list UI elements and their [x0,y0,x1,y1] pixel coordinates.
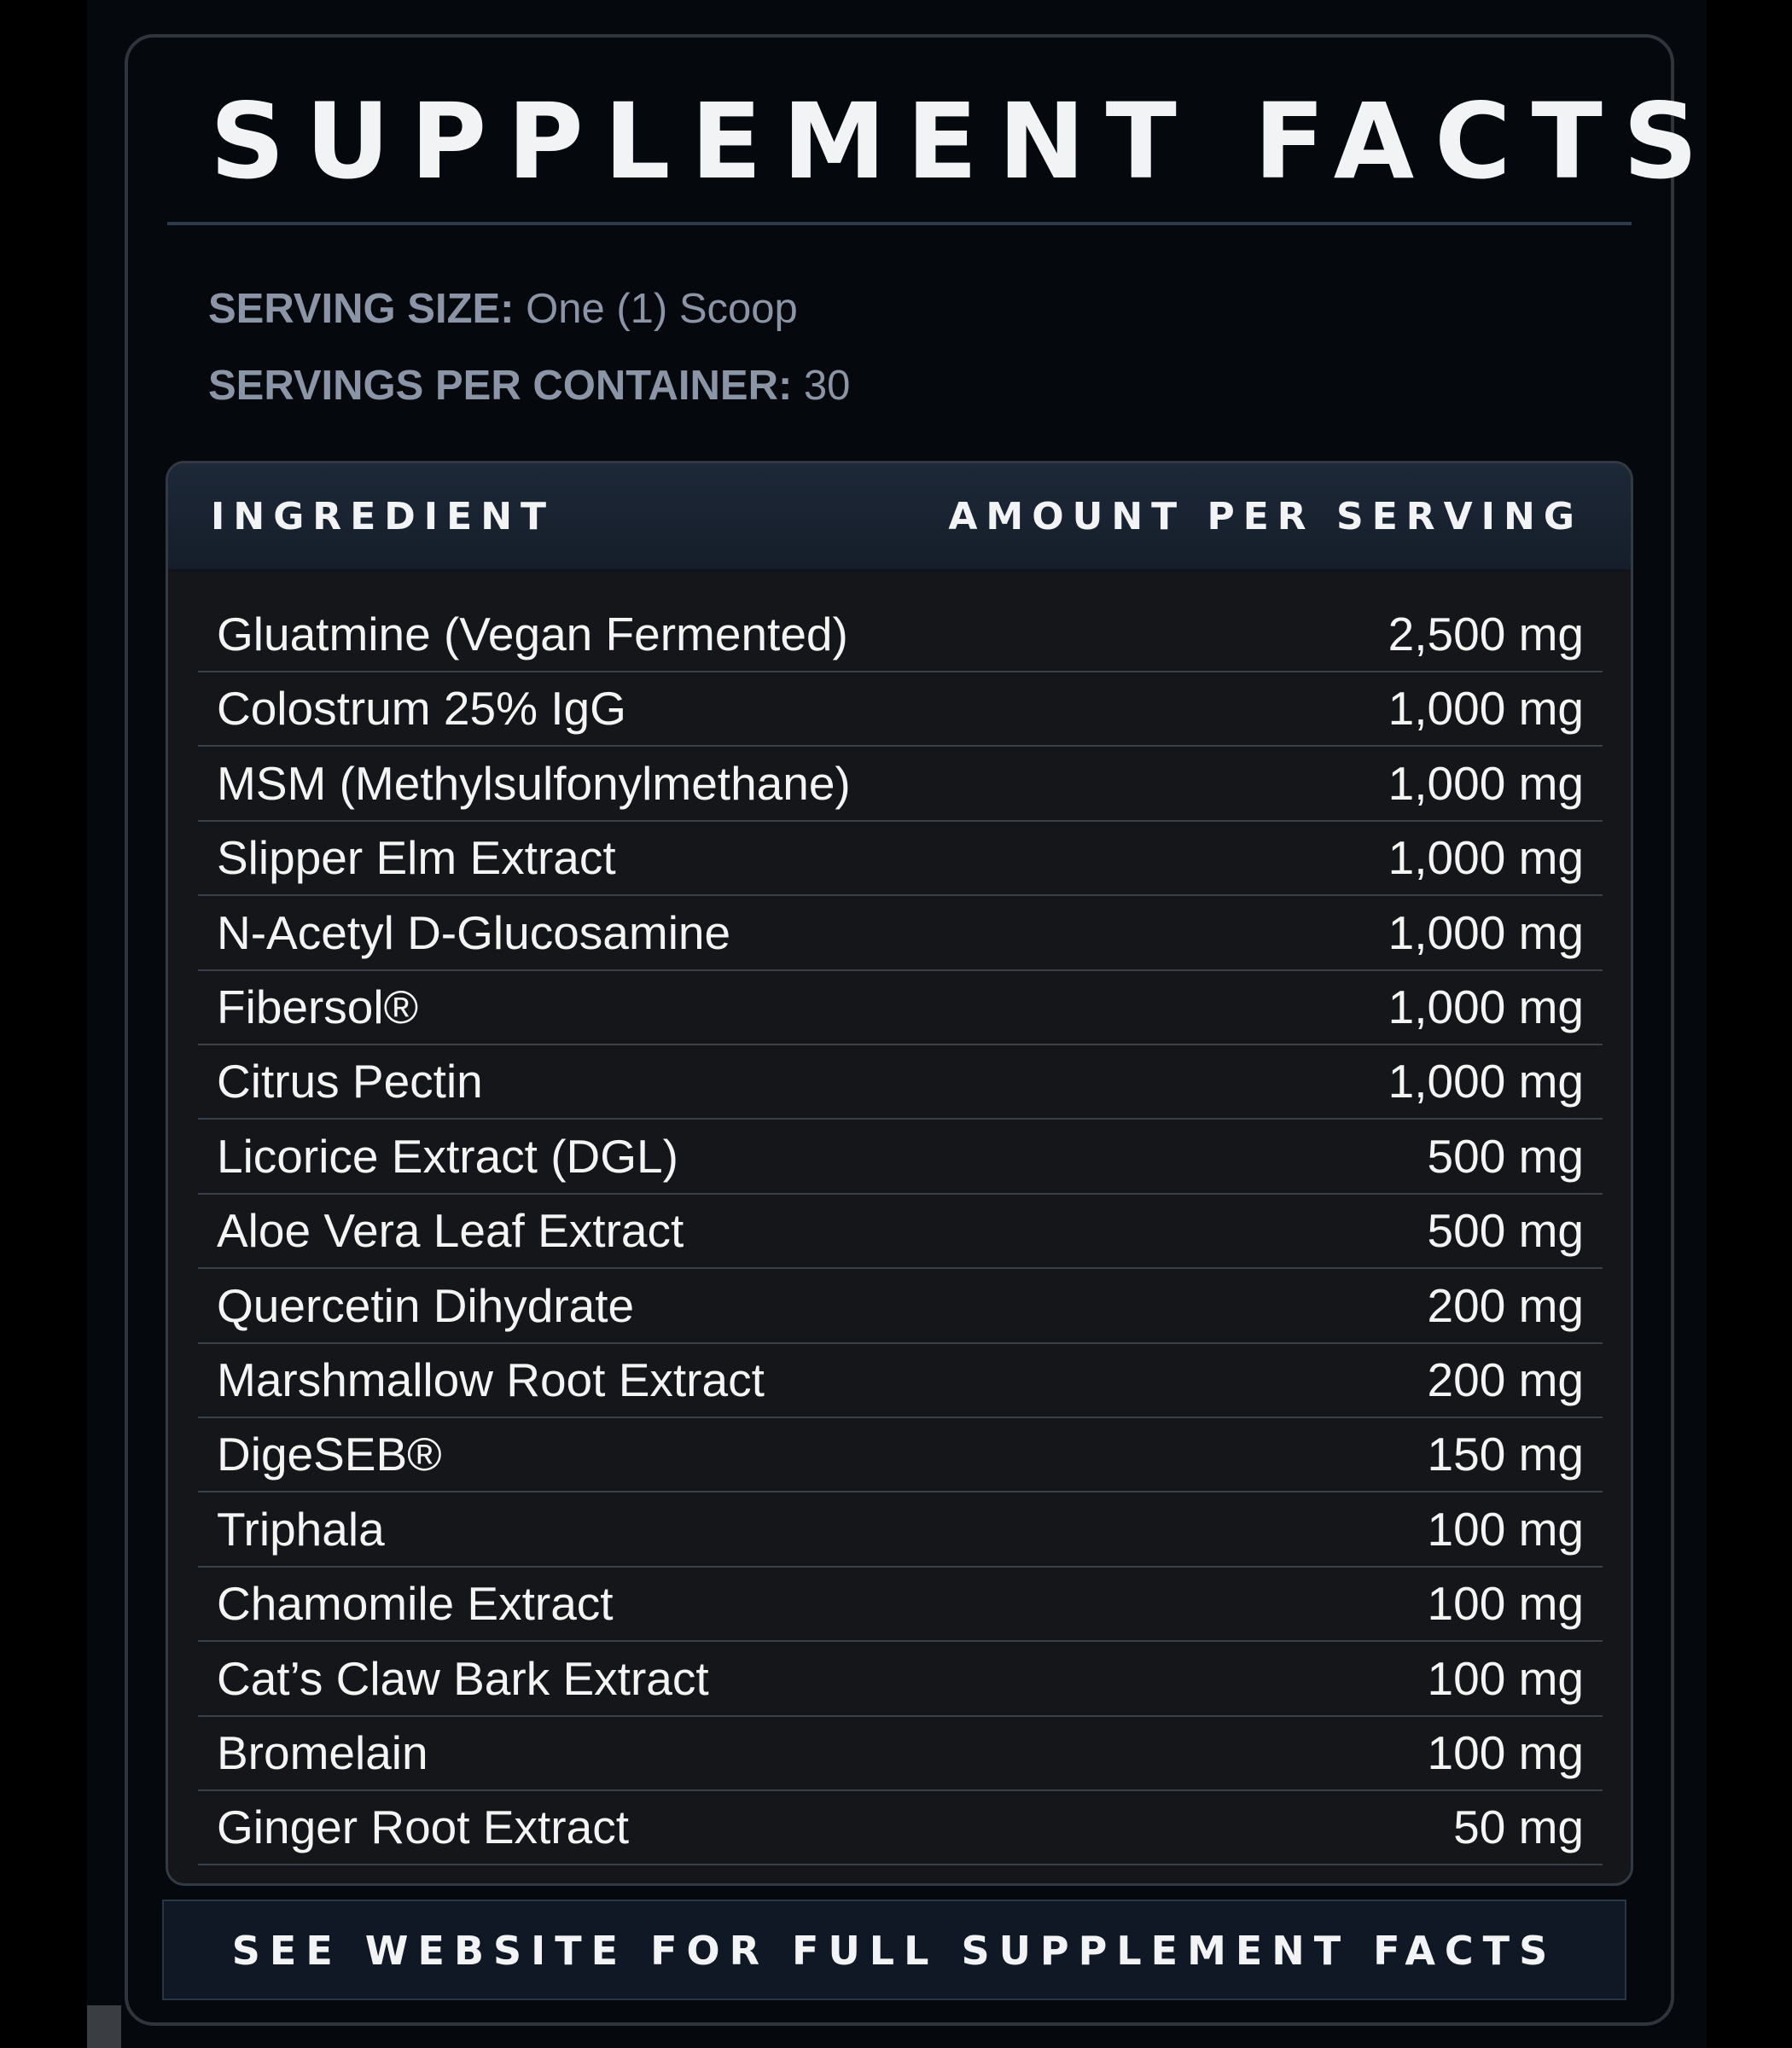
ingredient-name: Triphala [217,1503,385,1556]
footer-banner-text: SEE WEBSITE FOR FULL SUPPLEMENT FACTS [231,1928,1557,1974]
table-row [198,747,1603,822]
table-row [198,1194,1603,1269]
servings-per-container-value: 30 [792,363,851,409]
serving-size-line [208,283,798,335]
table-row [198,672,1603,747]
ingredient-name: N-Acetyl D-Glucosamine [217,906,731,959]
table-row [198,597,1603,672]
ingredient-amount: 500 mg [1427,1130,1584,1183]
ingredient-name: Ginger Root Extract [217,1801,629,1853]
ingredient-name: DigeSEB® [217,1428,442,1481]
ingredient-name: Fibersol® [217,980,419,1033]
table-row [198,821,1603,896]
ingredient-amount: 100 mg [1427,1577,1584,1630]
ingredient-amount: 100 mg [1427,1503,1584,1556]
table-row [198,1790,1603,1865]
ingredient-amount: 1,000 mg [1388,682,1584,735]
table-row [198,970,1603,1045]
ingredient-amount: 2,500 mg [1388,608,1584,660]
servings-per-container-line [208,360,850,411]
table-row [198,1269,1603,1344]
ingredient-name: Gluatmine (Vegan Fermented) [217,608,848,660]
table-row [198,1567,1603,1642]
table-row [198,1044,1603,1120]
table-row [198,1716,1603,1791]
ingredient-amount: 200 mg [1427,1279,1584,1332]
ingredient-name: Citrus Pectin [217,1055,483,1108]
ingredient-amount: 1,000 mg [1388,831,1584,884]
ingredient-amount: 1,000 mg [1388,980,1584,1033]
ingredient-amount: 100 mg [1427,1726,1584,1779]
ingredient-amount: 100 mg [1427,1652,1584,1705]
servings-per-container-label: SERVINGS PER CONTAINER: [208,363,793,409]
ingredient-name: Bromelain [217,1726,428,1779]
table-row [198,1343,1603,1418]
ingredient-name: Marshmallow Root Extract [217,1353,765,1406]
table-row [198,1642,1603,1717]
ingredient-name: Quercetin Dihydrate [217,1279,635,1332]
ingredient-amount: 150 mg [1427,1428,1584,1481]
table-row [198,1417,1603,1492]
serving-size-value: One (1) Scoop [514,286,798,332]
ingredient-name: Chamomile Extract [217,1577,614,1630]
ingredient-amount: 1,000 mg [1388,906,1584,959]
table-row [198,1120,1603,1195]
table-header [168,463,1631,572]
ingredient-amount: 1,000 mg [1388,1055,1584,1108]
ingredient-name: Slipper Elm Extract [217,831,616,884]
ingredient-amount: 1,000 mg [1388,757,1584,810]
column-header-amount: AMOUNT PER SERVING [948,495,1583,538]
ingredient-name: Aloe Vera Leaf Extract [217,1204,684,1257]
table-row [198,896,1603,971]
ingredient-name: MSM (Methylsulfonylmethane) [217,757,851,810]
panel-corner-shadow [87,2005,121,2048]
title-divider [167,222,1632,225]
page-title: SUPPLEMENT FACTS [210,81,1719,202]
ingredient-amount: 200 mg [1427,1353,1584,1406]
ingredient-name: Colostrum 25% IgG [217,682,626,735]
footer-banner [162,1900,1626,2000]
ingredient-name: Cat’s Claw Bark Extract [217,1652,709,1705]
ingredient-name: Licorice Extract (DGL) [217,1130,678,1183]
serving-size-label: SERVING SIZE: [208,286,515,332]
ingredient-amount: 50 mg [1453,1801,1584,1853]
column-header-ingredient: INGREDIENT [211,495,556,538]
ingredient-amount: 500 mg [1427,1204,1584,1257]
table-row [198,1492,1603,1568]
